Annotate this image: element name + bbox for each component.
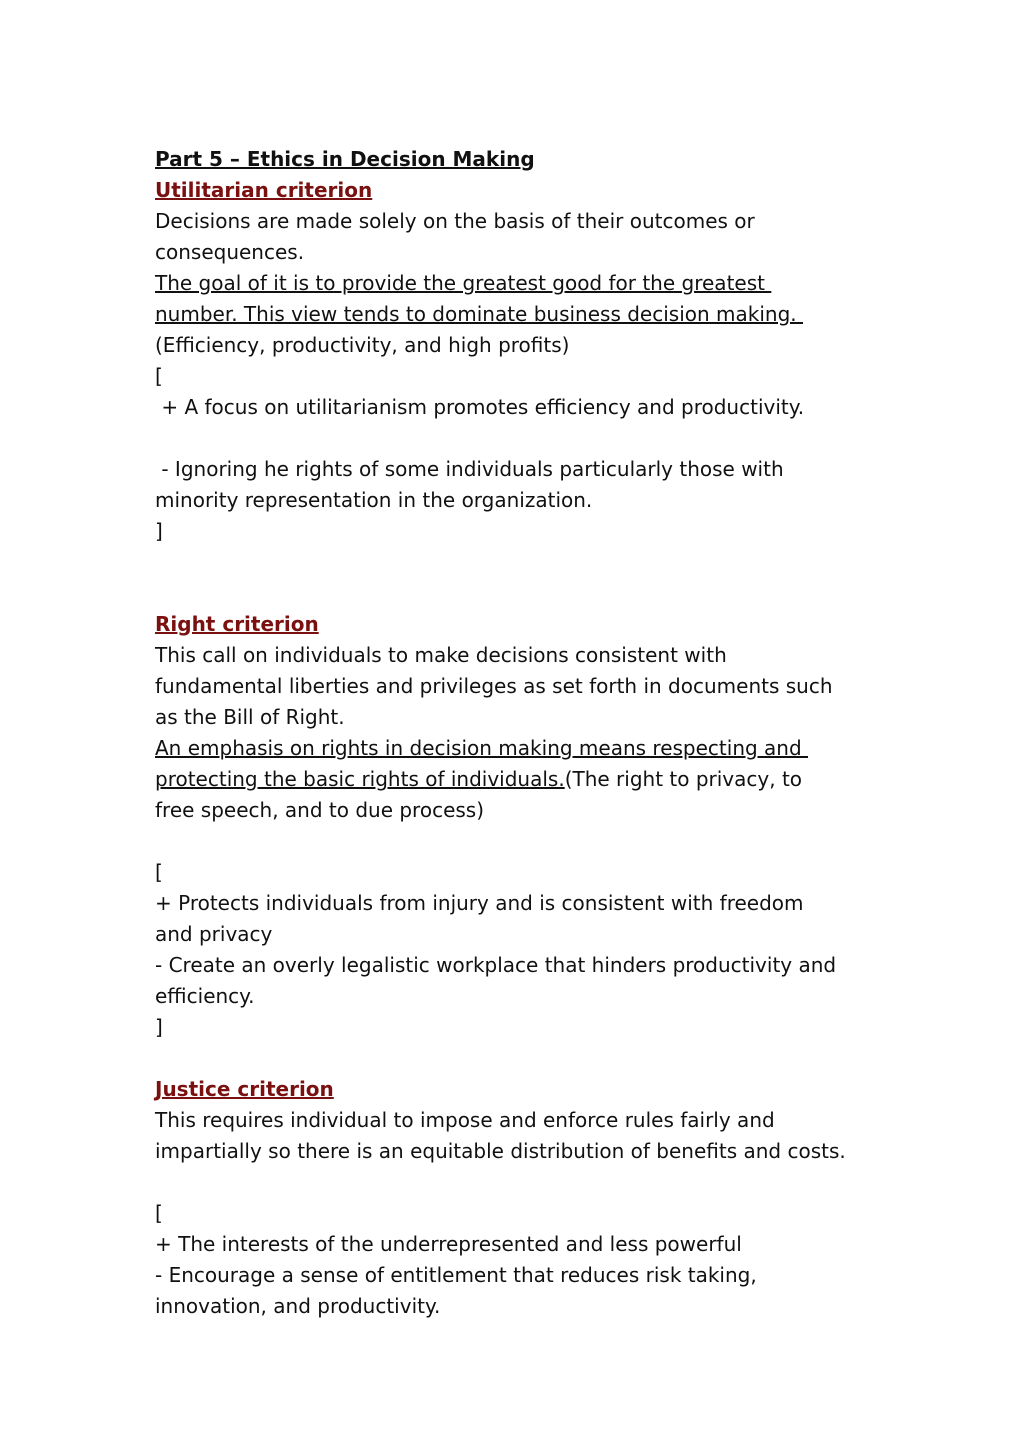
utilitarian-heading: Utilitarian criterion <box>155 178 373 202</box>
spacer <box>155 826 895 857</box>
right-emphasis-line <box>155 764 895 795</box>
justice-con-line: - Encourage a sense of entitlement that reduces risk taking, <box>155 1263 757 1287</box>
right-desc-line: This call on individuals to make decisions consistent with <box>155 643 727 667</box>
spacer <box>155 423 895 454</box>
justice-desc-line: impartially so there is an equitable distribution of benefits and costs. <box>155 1139 846 1163</box>
right-con-line: - Create an overly legalistic workplace that hinders productivity and <box>155 953 837 977</box>
right-emphasis-text: protecting the basic rights of individuals. <box>155 767 565 791</box>
utilitarian-goal-text: number. This view tends to dominate business decision making. <box>155 302 803 326</box>
right-heading: Right criterion <box>155 612 319 636</box>
right-desc-line: as the Bill of Right. <box>155 705 345 729</box>
right-con-line: efficiency. <box>155 984 255 1008</box>
justice-bracket-open: [ <box>155 1201 163 1225</box>
document-body <box>155 144 895 1322</box>
right-pro-line: + Protects individuals from injury and is consistent with freedom <box>155 891 804 915</box>
utilitarian-goal-line <box>155 299 895 330</box>
right-pro-line: and privacy <box>155 922 273 946</box>
utilitarian-con-line: minority representation in the organization. <box>155 488 593 512</box>
right-bracket-open: [ <box>155 860 163 884</box>
utilitarian-pro: + A focus on utilitarianism promotes efficiency and productivity. <box>155 395 805 419</box>
spacer <box>155 547 895 578</box>
utilitarian-examples: (Efficiency, productivity, and high profits) <box>155 333 570 357</box>
justice-con-line: innovation, and productivity. <box>155 1294 441 1318</box>
spacer <box>155 1167 895 1198</box>
justice-desc-line: This requires individual to impose and enforce rules fairly and <box>155 1108 775 1132</box>
right-emphasis-line: free speech, and to due process) <box>155 798 485 822</box>
right-emphasis-line <box>155 733 895 764</box>
utilitarian-goal-text: The goal of it is to provide the greatest good for the greatest <box>155 271 772 295</box>
page-title: Part 5 – Ethics in Decision Making <box>155 147 535 171</box>
utilitarian-bracket-close: ] <box>155 519 163 543</box>
right-emphasis-tail: (The right to privacy, to <box>564 767 803 791</box>
right-bracket-close: ] <box>155 1015 163 1039</box>
utilitarian-goal-line <box>155 268 895 299</box>
utilitarian-desc-line: consequences. <box>155 240 305 264</box>
spacer <box>155 1043 895 1074</box>
justice-heading: Justice criterion <box>155 1077 334 1101</box>
utilitarian-desc-line: Decisions are made solely on the basis of their outcomes or <box>155 209 755 233</box>
right-emphasis-text: An emphasis on rights in decision making means respecting and <box>155 736 809 760</box>
utilitarian-bracket-open: [ <box>155 364 163 388</box>
justice-pro: + The interests of the underrepresented and less powerful <box>155 1232 742 1256</box>
utilitarian-con-line: - Ignoring he rights of some individuals particularly those with <box>155 457 784 481</box>
spacer <box>155 578 895 609</box>
right-desc-line: fundamental liberties and privileges as set forth in documents such <box>155 674 833 698</box>
